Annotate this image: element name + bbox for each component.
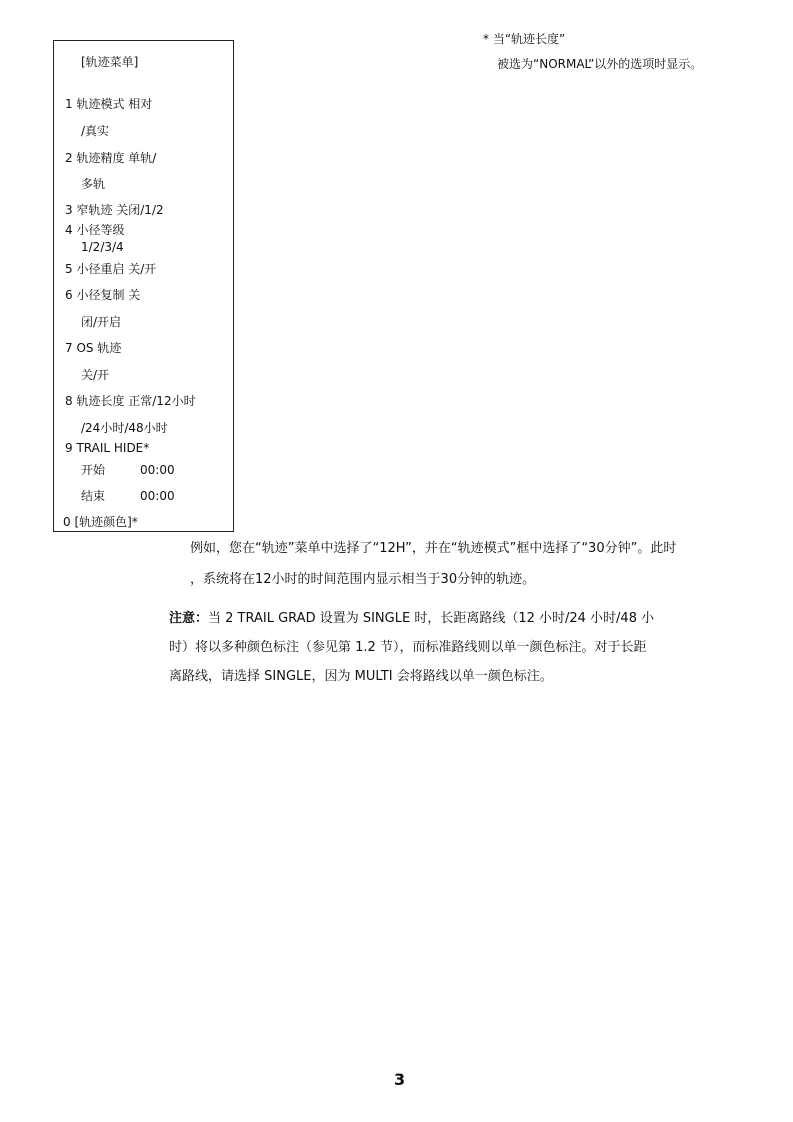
- menu-line-9: 9 TRAIL HIDE*: [65, 441, 150, 455]
- menu-start-time: 00:00: [140, 463, 175, 477]
- menu-line-6: 6 小径复制 关: [65, 288, 141, 302]
- note-line-2: 被选为“NORMAL”以外的选项时显示。: [497, 57, 703, 71]
- menu-line-4-cont: 1/2/3/4: [81, 240, 124, 254]
- page-number: 3: [394, 1070, 406, 1089]
- note-paragraph-line-2: 时）将以多种颜色标注（参见第 1.2 节），而标准路线则以单一颜色标注。对于长距: [169, 640, 647, 655]
- menu-line-1: 1 轨迹模式 相对: [65, 97, 153, 111]
- menu-line-8-cont: /24小时/48小时: [81, 421, 168, 435]
- menu-line-6-cont: 闭/开启: [81, 315, 122, 329]
- menu-line-7-cont: 关/开: [81, 368, 110, 382]
- menu-line-2: 2 轨迹精度 单轨/: [65, 151, 157, 165]
- menu-start-label: 开始: [81, 463, 106, 477]
- note-paragraph-line-1-text: 当 2 TRAIL GRAD 设置为 SINGLE 时，长距离路线（12 小时/24 小时/48 小: [208, 611, 655, 626]
- menu-line-8: 8 轨迹长度 正常/12小时: [65, 394, 196, 408]
- menu-title: [轨迹菜单]: [81, 55, 139, 69]
- menu-line-1-cont: /真实: [81, 124, 110, 138]
- menu-end-label: 结束: [81, 489, 106, 503]
- menu-line-4: 4 小径等级: [65, 223, 125, 237]
- note-line-1: * 当“轨迹长度”: [483, 32, 566, 46]
- note-label: 注意：: [169, 611, 209, 626]
- trail-menu-box: [53, 40, 234, 532]
- note-paragraph-line-1: [169, 612, 654, 626]
- menu-line-5: 5 小径重启 关/开: [65, 262, 157, 276]
- menu-line-0: 0 [轨迹颜色]*: [63, 515, 138, 529]
- menu-line-2-cont: 多轨: [81, 177, 106, 191]
- menu-line-7: 7 OS 轨迹: [65, 341, 122, 355]
- menu-end-time: 00:00: [140, 489, 175, 503]
- paragraph-1-line-1: 例如，您在“轨迹”菜单中选择了“12H”，并在“轨迹模式”框中选择了“30分钟”。此时: [190, 541, 677, 556]
- paragraph-1-line-2: ，系统将在12小时的时间范围内显示相当于30分钟的轨迹。: [190, 572, 536, 587]
- menu-line-3: 3 窄轨迹 关闭/1/2: [65, 203, 164, 217]
- note-paragraph-line-3: 离路线，请选择 SINGLE，因为 MULTI 会将路线以单一颜色标注。: [169, 669, 553, 684]
